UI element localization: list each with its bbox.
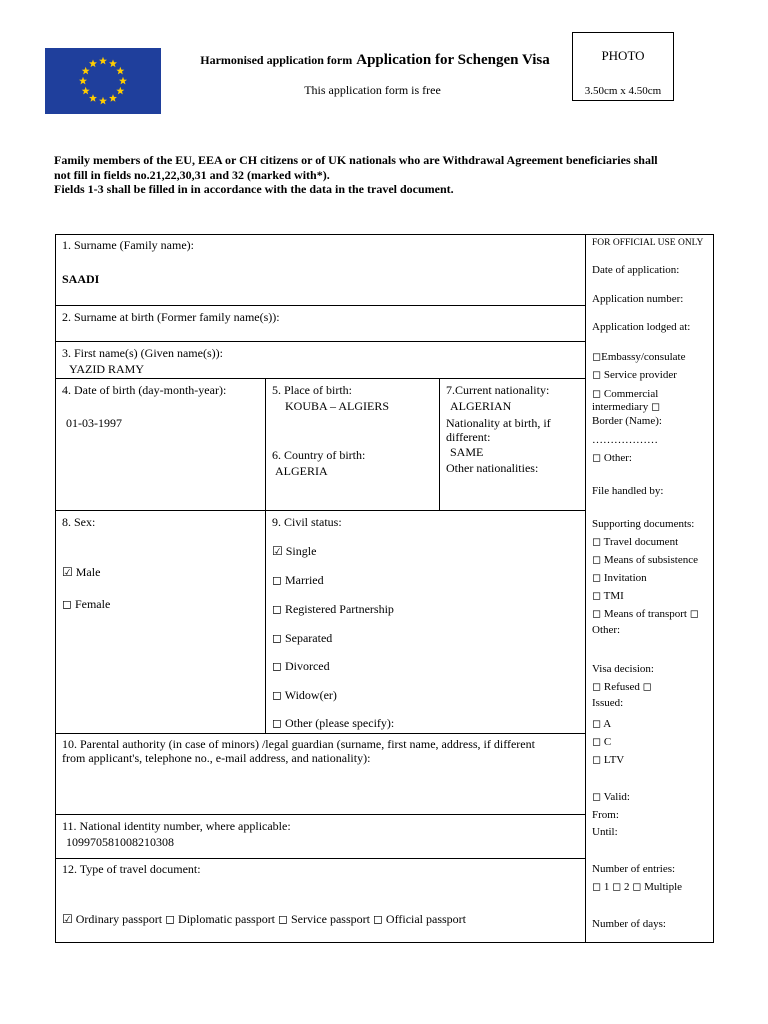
star-icon — [109, 94, 117, 102]
nid-value[interactable]: 109970581008210308 — [66, 835, 174, 849]
intro-text — [54, 153, 734, 197]
first-name-value[interactable]: YAZID RAMY — [69, 362, 144, 376]
civil-widow-checkbox[interactable]: ◻ Widow(er) — [272, 688, 337, 702]
official-other2: Other: — [592, 624, 621, 636]
dob-value[interactable]: 01-03-1997 — [66, 416, 122, 430]
col-divider — [439, 378, 440, 510]
official-app-number: Application number: — [592, 293, 684, 305]
official-tmi: ◻ TMI — [592, 590, 624, 602]
official-issued: Issued: — [592, 697, 624, 709]
photo-box — [572, 32, 674, 101]
official-title: FOR OFFICIAL USE ONLY — [592, 238, 704, 248]
civil-other-checkbox[interactable]: ◻ Other (please specify): — [272, 716, 395, 730]
official-service-provider: ◻ Service provider — [592, 369, 677, 381]
nat-birth-value[interactable]: SAME — [450, 445, 484, 459]
official-lodged-at: Application lodged at: — [592, 321, 691, 333]
parental-label-2: from applicant's, telephone no., e-mail address, and nationality): — [62, 751, 371, 765]
official-invitation: ◻ Invitation — [592, 572, 647, 584]
civil-separated-checkbox[interactable]: ◻ Separated — [272, 631, 333, 645]
official-c: ◻ C — [592, 736, 612, 748]
official-other: ◻ Other: — [592, 452, 632, 464]
surname-label: 1. Surname (Family name): — [62, 238, 194, 252]
row-divider — [55, 305, 585, 306]
photo-label: PHOTO — [601, 48, 645, 63]
form-title-prefix: Harmonised application form — [200, 53, 353, 67]
civil-status-label: 9. Civil status: — [272, 515, 342, 529]
star-icon — [82, 87, 90, 95]
table-border-right — [713, 234, 714, 943]
sex-male-checkbox[interactable]: ☑ Male — [62, 565, 101, 579]
nationality-value[interactable]: ALGERIAN — [450, 399, 512, 413]
star-icon — [82, 67, 90, 75]
nat-birth-label: Nationality at birth, if — [446, 416, 551, 430]
dob-label: 4. Date of birth (day-month-year): — [62, 383, 227, 397]
pob-value[interactable]: KOUBA – ALGIERS — [285, 399, 390, 413]
star-icon — [119, 77, 127, 85]
row-divider — [55, 733, 585, 734]
official-refused: ◻ Refused ◻ — [592, 681, 652, 693]
official-transport: ◻ Means of transport ◻ — [592, 608, 699, 620]
form-title — [165, 51, 585, 69]
parental-label: 10. Parental authority (in case of minors) /legal guardian (surname, first name, address, if different — [62, 737, 535, 751]
official-entries: Number of entries: — [592, 863, 676, 875]
cob-label: 6. Country of birth: — [272, 448, 366, 462]
form-title-main: Application for Schengen Visa — [356, 52, 550, 68]
sex-female-checkbox[interactable]: ◻ Female — [62, 597, 111, 611]
official-commercial-2: intermediary ◻ — [592, 401, 661, 413]
official-dots: ……………… — [592, 434, 658, 446]
official-divider — [585, 234, 586, 943]
star-icon — [79, 77, 87, 85]
intro-line-2: not fill in fields no.21,22,30,31 and 32 (marked with*). — [54, 167, 330, 182]
official-supporting: Supporting documents: — [592, 518, 695, 530]
photo-size: 3.50cm x 4.50cm — [584, 85, 662, 97]
nid-label: 11. National identity number, where applicable: — [62, 819, 291, 833]
civil-single-checkbox[interactable]: ☑ Single — [272, 544, 317, 558]
eu-stars-icon — [45, 48, 161, 114]
cob-value[interactable]: ALGERIA — [275, 464, 328, 478]
travel-doc-options[interactable]: ☑ Ordinary passport ◻ Diplomatic passport ◻ Service passport ◻ Official passport — [62, 912, 467, 926]
star-icon — [109, 59, 117, 67]
official-travel-doc: ◻ Travel document — [592, 536, 679, 548]
star-icon — [89, 59, 97, 67]
civil-married-checkbox[interactable]: ◻ Married — [272, 573, 324, 587]
official-valid: ◻ Valid: — [592, 791, 630, 803]
row-divider — [55, 378, 585, 379]
civil-divorced-checkbox[interactable]: ◻ Divorced — [272, 659, 330, 673]
row-divider — [55, 510, 585, 511]
official-days: Number of days: — [592, 918, 666, 930]
star-icon — [99, 97, 107, 105]
star-icon — [116, 87, 124, 95]
row-divider — [55, 858, 585, 859]
official-handled-by: File handled by: — [592, 485, 664, 497]
travel-doc-label: 12. Type of travel document: — [62, 862, 201, 876]
pob-label: 5. Place of birth: — [272, 383, 352, 397]
other-nationalities-label: Other nationalities: — [446, 461, 539, 475]
star-icon — [116, 67, 124, 75]
official-border: Border (Name): — [592, 415, 662, 427]
sex-label: 8. Sex: — [62, 515, 96, 529]
official-entries-options: ◻ 1 ◻ 2 ◻ Multiple — [592, 881, 683, 893]
free-note: This application form is free — [304, 83, 441, 97]
official-ltv: ◻ LTV — [592, 754, 625, 766]
row-divider — [55, 814, 585, 815]
official-embassy: ◻Embassy/consulate — [592, 351, 686, 363]
table-border-bottom — [55, 942, 714, 943]
nationality-label: 7.Current nationality: — [446, 383, 550, 397]
nat-birth-label-2: different: — [446, 430, 491, 444]
row-divider — [55, 341, 585, 342]
table-border-top — [55, 234, 714, 235]
official-a: ◻ A — [592, 718, 612, 730]
official-visa-decision: Visa decision: — [592, 663, 654, 675]
star-icon — [89, 94, 97, 102]
official-until: Until: — [592, 826, 618, 838]
civil-registered-checkbox[interactable]: ◻ Registered Partnership — [272, 602, 394, 616]
first-name-label: 3. First name(s) (Given name(s)): — [62, 346, 223, 360]
official-from: From: — [592, 809, 619, 821]
eu-flag — [45, 48, 161, 114]
surname-value[interactable]: SAADI — [62, 272, 100, 286]
official-commercial: ◻ Commercial — [592, 388, 659, 400]
surname-birth-label: 2. Surname at birth (Former family name(s)): — [62, 310, 280, 324]
official-date-app: Date of application: — [592, 264, 680, 276]
intro-line-1: Family members of the EU, EEA or CH citizens or of UK nationals who are Withdrawal Agreement beneficiaries shall — [54, 153, 658, 167]
intro-line-3: Fields 1-3 shall be filled in in accordance with the data in the travel document. — [54, 182, 454, 196]
official-subsistence: ◻ Means of subsistence — [592, 554, 698, 566]
col-divider — [265, 378, 266, 733]
star-icon — [99, 57, 107, 65]
